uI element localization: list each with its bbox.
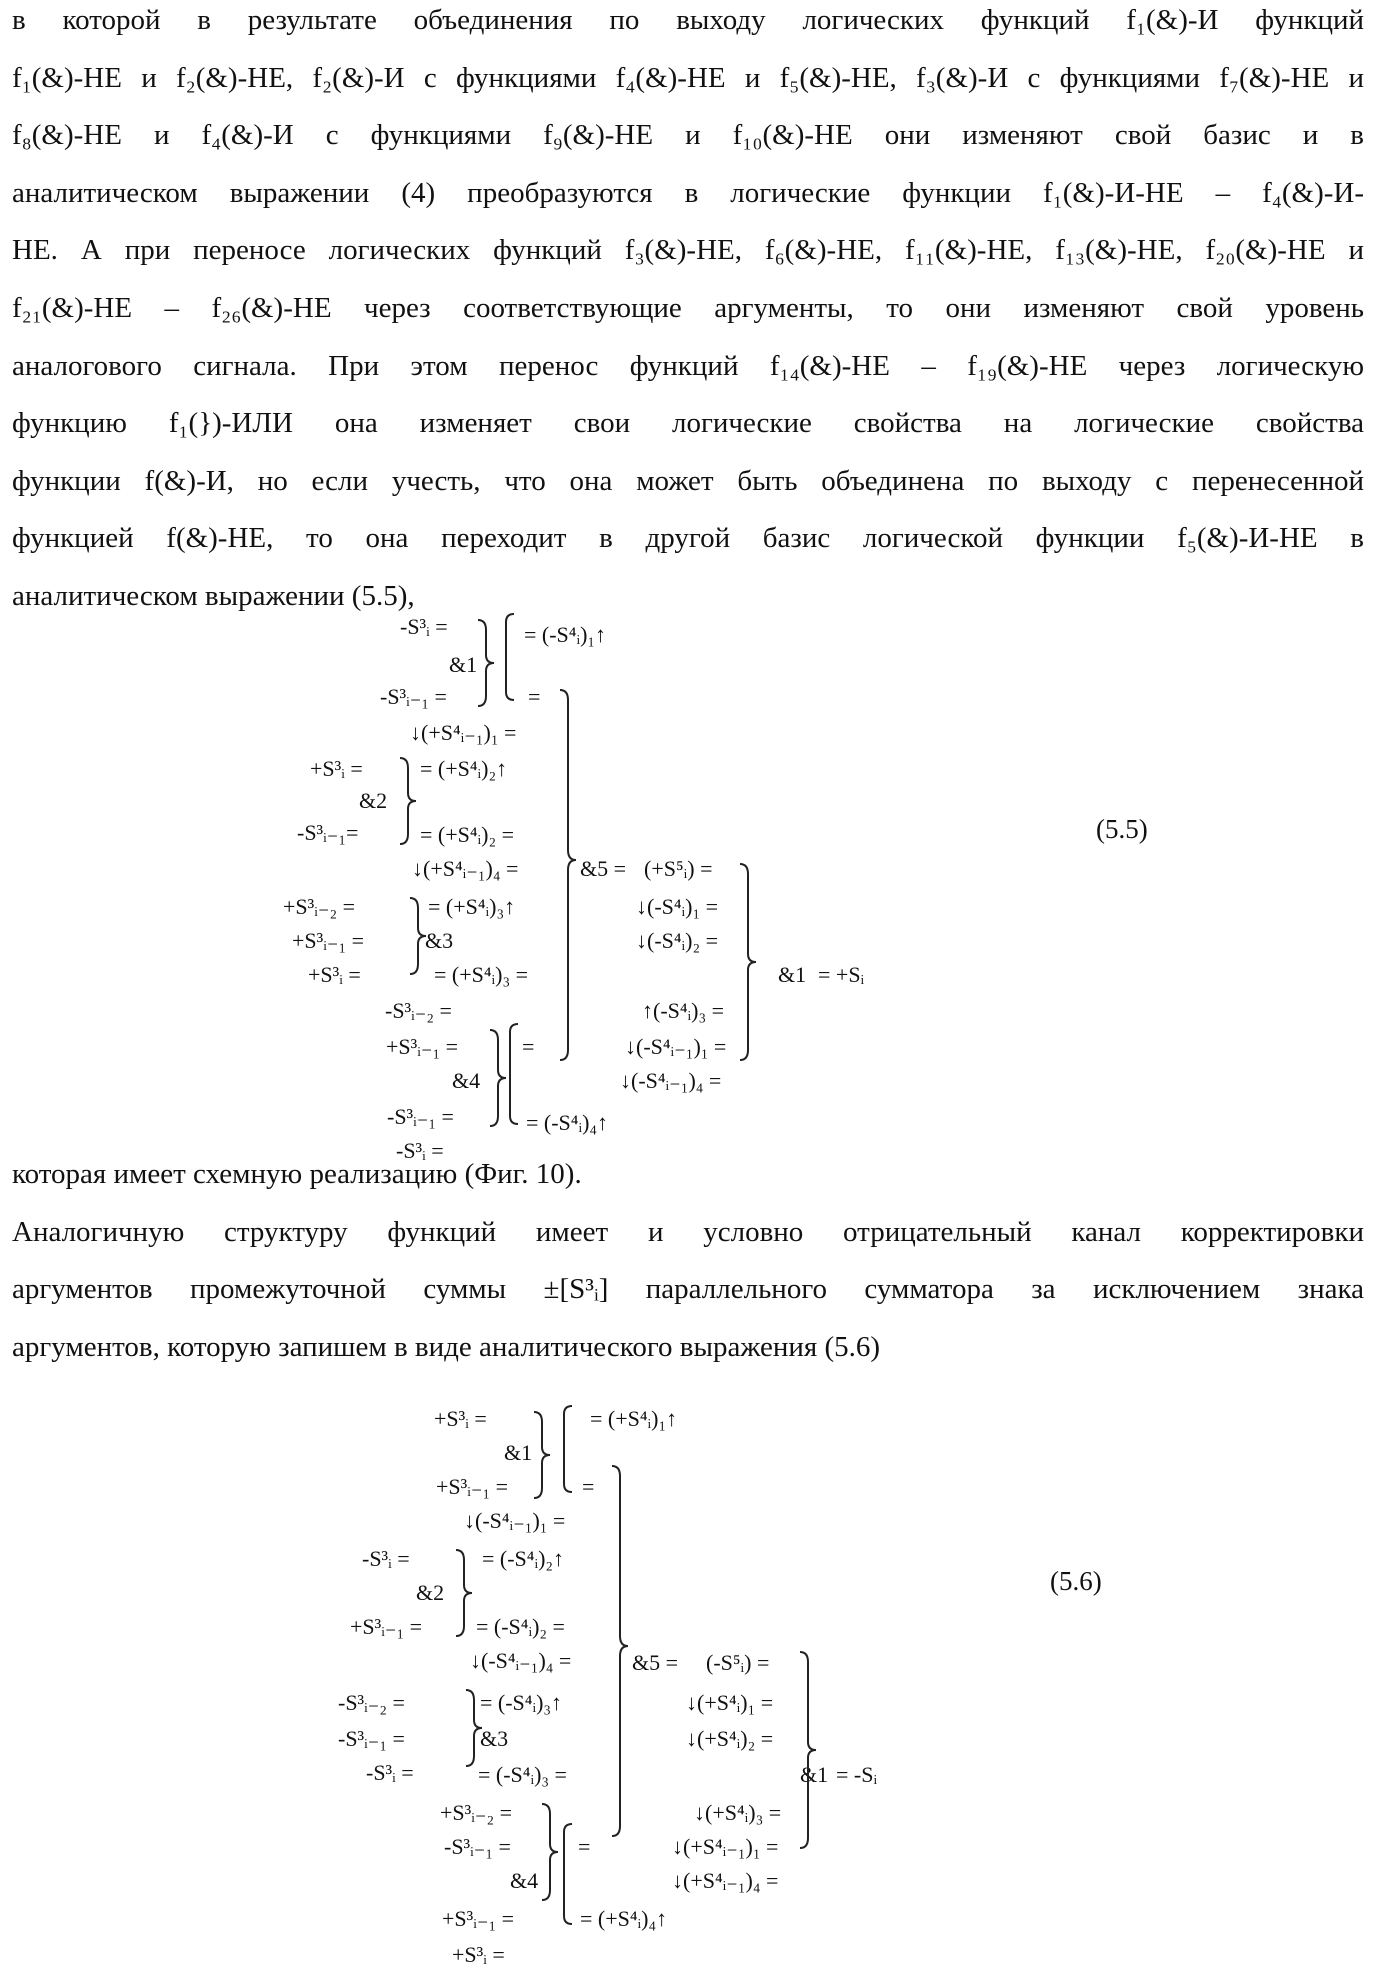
text-line: аргументов промежуточной суммы ±[S³ᵢ] параллельного сумматора за исключением знака	[12, 1261, 1364, 1319]
formula-term: -S³ᵢ₋₂ =	[385, 998, 452, 1024]
formula-term: =	[528, 684, 540, 710]
formula-term: = (+S⁴ᵢ)₁↑	[590, 1406, 677, 1432]
formula-term: +S³ᵢ₋₂ =	[440, 1800, 512, 1826]
formula-term: ↓(+S⁴ᵢ₋₁)₄ =	[412, 856, 518, 882]
formula-term: = (-S⁴ᵢ)₂↑	[482, 1546, 564, 1572]
text-line: в которой в результате объединения по выходу логических функций f₁(&)-И функций	[12, 0, 1364, 50]
formula-term: -S³ᵢ₋₁ =	[338, 1726, 405, 1752]
formula-term: = +Sᵢ	[818, 962, 864, 988]
formula-term: &1	[800, 1762, 828, 1788]
formula-term: &4	[452, 1068, 480, 1094]
formula-term: ↓(+S⁴ᵢ)₁ =	[686, 1690, 773, 1716]
formula-term: &1	[778, 962, 806, 988]
formula-term: ↓(-S⁴ᵢ)₂ =	[636, 928, 718, 954]
formula-term: = (-S⁴ᵢ)₂ =	[476, 1614, 565, 1640]
formula-term: +S³ᵢ₋₁ =	[350, 1614, 422, 1640]
formula-term: +S³ᵢ₋₁ =	[386, 1034, 458, 1060]
formula-term: ↓(-S⁴ᵢ₋₁)₁ =	[625, 1034, 726, 1060]
formula-term: +S³ᵢ₋₂ =	[283, 894, 355, 920]
equation-number: (5.5)	[1096, 814, 1148, 845]
text-line: аналитическом выражении (5.5),	[12, 568, 1364, 626]
formula-term: = (+S⁴ᵢ)₄↑	[580, 1906, 667, 1932]
text-line: аргументов, которую запишем в виде аналитического выражения (5.6)	[12, 1319, 1364, 1377]
formula-term: = (-S⁴ᵢ)₃↑	[480, 1690, 562, 1716]
formula-term: &1	[449, 652, 477, 678]
formula-term: -S³ᵢ =	[400, 614, 448, 640]
formula-term: -S³ᵢ₋₁ =	[444, 1834, 511, 1860]
text-line: аналитическом выражении (4) преобразуются в логические функции f₁(&)-И-НЕ – f₄(&)-И-	[12, 165, 1364, 223]
formula-term: +S³ᵢ =	[310, 756, 363, 782]
formula-term: = (+S⁴ᵢ)₃ =	[434, 962, 528, 988]
formula-term: ↓(-S⁴ᵢ₋₁)₁ =	[464, 1508, 565, 1534]
formula-term: (+S⁵ᵢ) =	[644, 856, 712, 882]
formula-term: ↓(+S⁴ᵢ)₂ =	[686, 1726, 773, 1752]
formula-term: = -Sᵢ	[836, 1762, 877, 1788]
formula-term: +S³ᵢ =	[308, 962, 361, 988]
formula-term: -S³ᵢ₋₁=	[297, 820, 358, 846]
formula-term: +S³ᵢ₋₁ =	[436, 1474, 508, 1500]
formula-term: ↓(+S⁴ᵢ₋₁)₁ =	[672, 1834, 778, 1860]
text-line: функцией f(&)-НЕ, то она переходит в другой базис логической функции f₅(&)-И-НЕ в	[12, 510, 1364, 568]
formula-term: ↓(-S⁴ᵢ)₁ =	[636, 894, 718, 920]
formula-term: &3	[480, 1726, 508, 1752]
formula-term: = (-S⁴ᵢ)₄↑	[526, 1110, 608, 1136]
formula-term: ↓(+S⁴ᵢ₋₁)₁ =	[410, 720, 516, 746]
formula-term: (-S⁵ᵢ) =	[706, 1650, 769, 1676]
formula-term: = (+S⁴ᵢ)₃↑	[428, 894, 515, 920]
text-line: f₁(&)-НЕ и f₂(&)-НЕ, f₂(&)-И с функциями f₄(&)-НЕ и f₅(&)-НЕ, f₃(&)-И с функциями f₇(&)-НЕ и	[12, 50, 1364, 108]
formula-term: &2	[416, 1580, 444, 1606]
formula-term: -S³ᵢ₋₂ =	[338, 1690, 405, 1716]
text-line: функцию f₁(})-ИЛИ она изменяет свои логические свойства на логические свойства	[12, 395, 1364, 453]
formula-term: +S³ᵢ₋₁ =	[292, 928, 364, 954]
formula-term: &3	[425, 928, 453, 954]
formula-term: ↓(+S⁴ᵢ₋₁)₄ =	[672, 1868, 778, 1894]
text-line: Аналогичную структуру функций имеет и условно отрицательный канал корректировки	[12, 1204, 1364, 1262]
formula-term: -S³ᵢ₋₁ =	[387, 1104, 454, 1130]
formula-term: = (+S⁴ᵢ)₂↑	[420, 756, 507, 782]
formula-term: &2	[359, 788, 387, 814]
formula-term: -S³ᵢ =	[396, 1138, 444, 1164]
formula-term: ↓(+S⁴ᵢ)₃ =	[694, 1800, 781, 1826]
equation-number: (5.6)	[1050, 1566, 1102, 1597]
formula-term: +S³ᵢ₋₁ =	[442, 1906, 514, 1932]
formula-term: &1	[504, 1440, 532, 1466]
text-line: f₈(&)-НЕ и f₄(&)-И с функциями f₉(&)-НЕ и f₁₀(&)-НЕ они изменяют свой базис и в	[12, 107, 1364, 165]
text-line: которая имеет схемную реализацию (Фиг. 10).	[12, 1146, 1364, 1204]
formula-term: &4	[510, 1868, 538, 1894]
formula-term: = (-S⁴ᵢ)₃ =	[478, 1762, 567, 1788]
formula-term: =	[522, 1034, 534, 1060]
formula-term: ↑(-S⁴ᵢ)₃ =	[642, 998, 724, 1024]
formula-term: =	[582, 1474, 594, 1500]
formula-term: -S³ᵢ₋₁ =	[380, 684, 447, 710]
formula-term: ↓(-S⁴ᵢ₋₁)₄ =	[620, 1068, 721, 1094]
formula-term: +S³ᵢ =	[452, 1942, 505, 1968]
formula-term: = (+S⁴ᵢ)₂ =	[420, 822, 514, 848]
formula-term: ↓(-S⁴ᵢ₋₁)₄ =	[470, 1648, 571, 1674]
text-line: функции f(&)-И, но если учесть, что она может быть объединена по выходу с перенесенной	[12, 453, 1364, 511]
formula-term: +S³ᵢ =	[434, 1406, 487, 1432]
formula-term: &5 =	[580, 856, 626, 882]
formula-term: =	[578, 1834, 590, 1860]
document-page	[0, 0, 1374, 1983]
text-line: аналогового сигнала. При этом перенос функций f₁₄(&)-НЕ – f₁₉(&)-НЕ через логическую	[12, 338, 1364, 396]
text-line: НЕ. А при переносе логических функций f₃(&)-НЕ, f₆(&)-НЕ, f₁₁(&)-НЕ, f₁₃(&)-НЕ, f₂₀(&)-НЕ и	[12, 222, 1364, 280]
brace-lines	[0, 0, 1374, 1983]
text-line: f₂₁(&)-НЕ – f₂₆(&)-НЕ через соответствующие аргументы, то они изменяют свой уровень	[12, 280, 1364, 338]
formula-term: -S³ᵢ =	[362, 1546, 410, 1572]
formula-term: &5 =	[632, 1650, 678, 1676]
formula-term: = (-S⁴ᵢ)₁↑	[524, 622, 606, 648]
formula-term: -S³ᵢ =	[366, 1760, 414, 1786]
